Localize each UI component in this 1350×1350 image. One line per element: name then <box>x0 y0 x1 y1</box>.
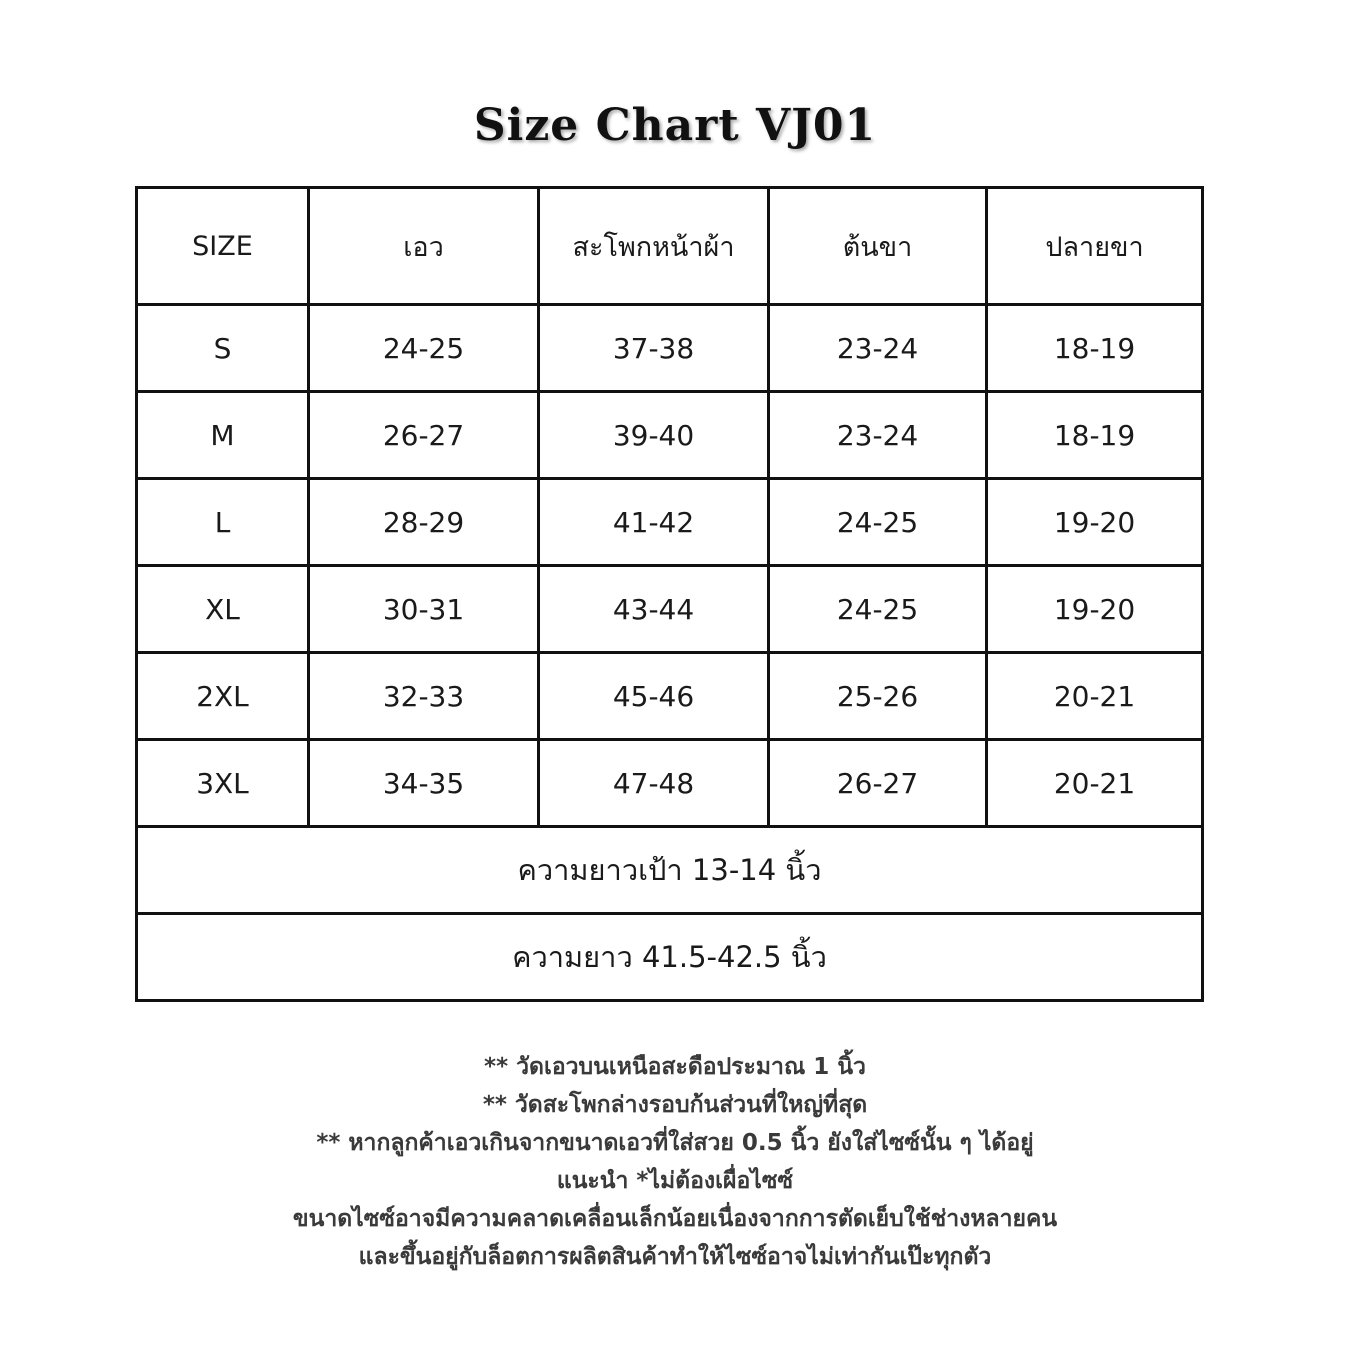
note-waist: ** วัดเอวบนเหนือสะดือประมาณ 1 นิ้ว <box>484 1054 866 1080</box>
table-row <box>137 479 1203 566</box>
size-cell: S <box>137 305 309 392</box>
note-tolerance: ** หากลูกค้าเอวเกินจากขนาดเอวที่ใส่สวย 0.5 นิ้ว ยังใส่ไซซ์นั้น ๆ ได้อยู่ <box>316 1130 1034 1156</box>
total-length-row <box>137 914 1203 1001</box>
waist-cell: 32-33 <box>309 653 539 740</box>
table-row <box>137 740 1203 827</box>
note-hip: ** วัดสะโพกล่างรอบก้นส่วนที่ใหญ่ที่สุด <box>482 1092 868 1118</box>
waist-cell: 28-29 <box>309 479 539 566</box>
thigh-cell: 26-27 <box>769 740 987 827</box>
measurement-notes <box>0 1048 1350 1276</box>
leg-opening-cell: 18-19 <box>987 305 1203 392</box>
table-row <box>137 566 1203 653</box>
table-row <box>137 653 1203 740</box>
leg-opening-cell: 19-20 <box>987 566 1203 653</box>
thigh-cell: 25-26 <box>769 653 987 740</box>
hip-cell: 37-38 <box>539 305 769 392</box>
hip-cell: 43-44 <box>539 566 769 653</box>
size-cell: M <box>137 392 309 479</box>
thigh-cell: 23-24 <box>769 305 987 392</box>
table-row <box>137 305 1203 392</box>
thigh-cell: 23-24 <box>769 392 987 479</box>
waist-cell: 24-25 <box>309 305 539 392</box>
size-cell: 2XL <box>137 653 309 740</box>
size-cell: XL <box>137 566 309 653</box>
waist-cell: 30-31 <box>309 566 539 653</box>
header-size: SIZE <box>137 188 309 305</box>
leg-opening-cell: 19-20 <box>987 479 1203 566</box>
note-variation: ขนาดไซซ์อาจมีความคลาดเคลื่อนเล็กน้อยเนื่องจากการตัดเย็บใช้ช่างหลายคน <box>292 1206 1058 1232</box>
note-lot-variation: และขึ้นอยู่กับล็อตการผลิตสินค้าทำให้ไซซ์อาจไม่เท่ากันเป๊ะทุกตัว <box>358 1244 992 1270</box>
hip-cell: 45-46 <box>539 653 769 740</box>
header-waist: เอว <box>309 188 539 305</box>
header-hip: สะโพกหน้าผ้า <box>539 188 769 305</box>
header-thigh: ต้นขา <box>769 188 987 305</box>
leg-opening-cell: 20-21 <box>987 740 1203 827</box>
page-title: Size Chart VJ01 <box>473 100 877 151</box>
leg-opening-cell: 18-19 <box>987 392 1203 479</box>
table-row <box>137 392 1203 479</box>
waist-cell: 26-27 <box>309 392 539 479</box>
hip-cell: 39-40 <box>539 392 769 479</box>
size-cell: 3XL <box>137 740 309 827</box>
size-cell: L <box>137 479 309 566</box>
rise-length-row <box>137 827 1203 914</box>
thigh-cell: 24-25 <box>769 479 987 566</box>
header-leg-opening: ปลายขา <box>987 188 1203 305</box>
table-header-row <box>137 188 1203 305</box>
thigh-cell: 24-25 <box>769 566 987 653</box>
rise-length-cell: ความยาวเป้า 13-14 นิ้ว <box>137 827 1203 914</box>
size-chart-table <box>135 186 1204 1002</box>
hip-cell: 41-42 <box>539 479 769 566</box>
total-length-cell: ความยาว 41.5-42.5 นิ้ว <box>137 914 1203 1001</box>
hip-cell: 47-48 <box>539 740 769 827</box>
note-recommendation: แนะนำ *ไม่ต้องเผื่อไซซ์ <box>556 1168 794 1194</box>
leg-opening-cell: 20-21 <box>987 653 1203 740</box>
waist-cell: 34-35 <box>309 740 539 827</box>
